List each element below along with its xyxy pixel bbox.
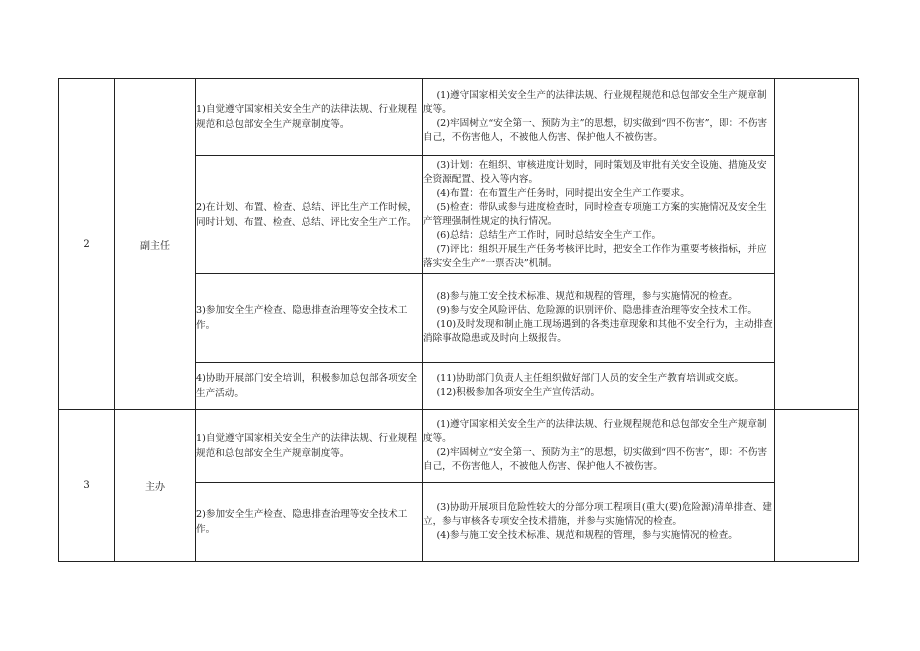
detail-item: (2)牢固树立“安全第一、预防为主”的思想，切实做到“四不伤害”，即：不伤害自己，不伤害他人，不被他人伤害、保护他人不被伤害。 [423, 118, 768, 143]
detail-item: (1)遵守国家相关安全生产的法律法规、行业规程规范和总包部安全生产规章制度等。 [423, 90, 767, 115]
role-name: 主办 [115, 410, 196, 562]
responsibility-table [58, 78, 859, 562]
remark-cell [775, 410, 859, 562]
remark-cell [775, 79, 859, 410]
detail-item: (8)参与施工安全技术标准、规范和规程的管理，参与实施情况的检查。 [436, 291, 738, 302]
role-name: 副主任 [115, 79, 196, 410]
detail-item: (11)协助部门负责人主任组织做好部门人员的安全生产教育培训或交底。 [436, 373, 744, 384]
row-number: 3 [59, 410, 115, 562]
detail-item: (9)参与安全风险评估、危险源的识别评价、隐患排查治理等安全技术工作。 [436, 305, 758, 316]
duty-cell: 3)参加安全生产检查、隐患排查治理等安全技术工作。 [196, 274, 423, 363]
duty-cell: 2)参加安全生产检查、隐患排查治理等安全技术工作。 [196, 483, 423, 562]
detail-cell [423, 156, 775, 274]
detail-cell [423, 79, 775, 156]
detail-item: (4)布置：在布置生产任务时，同时提出安全生产工作要求。 [436, 187, 690, 199]
detail-cell [423, 483, 775, 562]
duty-cell: 1)自觉遵守国家相关安全生产的法律法规、行业规程规范和总包部安全生产规章制度等。 [196, 410, 423, 483]
detail-item: (2)牢固树立“安全第一、预防为主”的思想，切实做到“四不伤害”，即：不伤害自己，不伤害他人，不被他人伤害、保护他人不被伤害。 [423, 447, 768, 472]
detail-item: (5)检查：带队或参与进度检查时，同时检查专项施工方案的实施情况及安全生产管理强制性规定的执行情况。 [423, 201, 767, 227]
detail-cell [423, 274, 775, 363]
detail-cell [423, 410, 775, 483]
table-row [59, 410, 859, 483]
table-row [59, 79, 859, 156]
detail-item: (6)总结：总结生产工作时，同时总结安全生产工作。 [436, 229, 662, 241]
duty-cell: 4)协助开展部门安全培训，积极参加总包部各项安全生产活动。 [196, 363, 423, 410]
detail-item: (3)计划：在组织、审核进度计划时，同时策划及审批有关安全设施、措施及安全资源配置、投入等内容。 [423, 159, 767, 185]
detail-item: (7)评比：组织开展生产任务考核评比时，把安全工作作为重要考核指标，并应落实安全生产“一票否决”机制。 [423, 243, 767, 269]
detail-item: (1)遵守国家相关安全生产的法律法规、行业规程规范和总包部安全生产规章制度等。 [423, 419, 767, 444]
duty-cell: 1)自觉遵守国家相关安全生产的法律法规、行业规程规范和总包部安全生产规章制度等。 [196, 79, 423, 156]
row-number: 2 [59, 79, 115, 410]
detail-item: (12)积极参加各项安全生产宣传活动。 [436, 387, 601, 398]
detail-item: (4)参与施工安全技术标准、规范和规程的管理，参与实施情况的检查。 [436, 530, 738, 541]
detail-item: (3)协助开展项目危险性较大的分部分项工程项目(重大(要)危险源)清单排查、建立，参与审核各专项安全技术措施，并参与实施情况的检查。 [423, 502, 772, 527]
duty-cell: 2)在计划、布置、检查、总结、评比生产工作时候，同时计划、布置、检查、总结、评比安全生产工作。 [196, 156, 423, 274]
detail-item: (10)及时发现和制止施工现场遇到的各类违章现象和其他不安全行为，主动排查消除事故隐患或及时向上级报告。 [423, 319, 773, 344]
detail-cell [423, 363, 775, 410]
